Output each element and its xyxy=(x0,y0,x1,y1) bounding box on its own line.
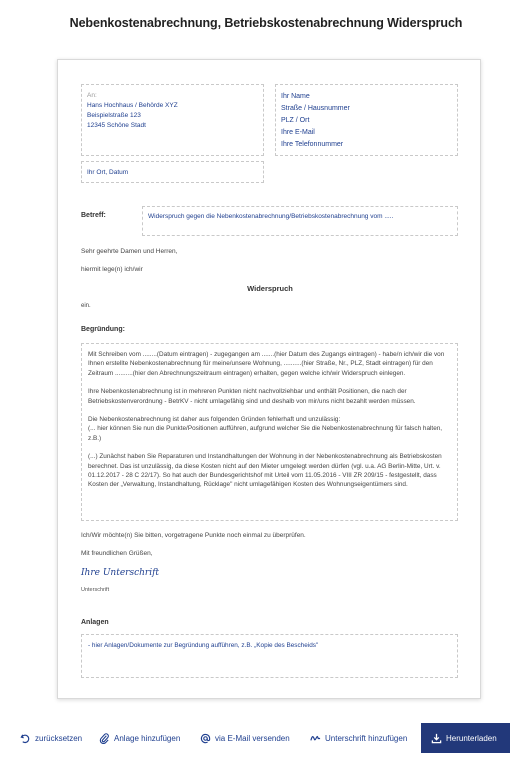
place-date-field[interactable]: Ihr Ort, Datum xyxy=(81,161,264,183)
add-attachment-button[interactable] xyxy=(99,723,180,753)
closing-request-text: Ich/Wir möchte(n) Sie bitten, vorgetragene Punkte noch einmal zu überprüfen. xyxy=(81,532,306,539)
sender-phone: Ihre Telefonnummer xyxy=(281,141,344,148)
recipient-label: An: xyxy=(87,92,97,99)
recipient-line: Beispielstraße 123 xyxy=(87,112,141,119)
letter-sheet xyxy=(57,59,481,699)
sender-name: Ihr Name xyxy=(281,93,310,100)
bottom-toolbar xyxy=(0,723,532,753)
recipient-line: Hans Hochhaus / Behörde XYZ xyxy=(87,102,178,109)
salutation-text: Sehr geehrte Damen und Herren, xyxy=(81,248,178,255)
page-title: Nebenkostenabrechnung, Betriebskostenabrechnung Widerspruch xyxy=(69,16,463,30)
reset-label: zurücksetzen xyxy=(35,733,83,743)
greeting-text: Mit freundlichen Grüßen, xyxy=(81,550,153,557)
ein-text: ein. xyxy=(81,303,91,309)
recipient-line: 12345 Schöne Stadt xyxy=(87,122,146,129)
reason-label: Begründung: xyxy=(81,326,125,333)
add-attachment-label: Anlage hinzufügen xyxy=(114,733,181,743)
attachments-label: Anlagen xyxy=(81,619,109,626)
reason-paragraph: Mit Schreiben vom ........(Datum eintragen) - zugegangen am .......(hier Datum des Zugangs eintragen) - habe/n ich/wir die von Ihnen erstellte Nebenkostenabrechnung für meine/unsere Wohnung, ..........(hier Straße, Nr., PLZ, Stadt eintragen) für den Zeitraum ..........(hier den Abrechnungszeitraum eintragen) erhalten, gegen welche ich/wir Widerspruch einlegen. xyxy=(88,351,445,377)
send-email-button[interactable] xyxy=(200,723,290,753)
download-label: Herunterladen xyxy=(446,733,497,743)
reason-paragraph: Die Nebenkostenabrechnung ist daher aus folgenden Gründen fehlerhaft und unzulässig: (... hier können Sie nun die Punkte/Positionen aufführen, aufgrund welcher Sie die Nebenkostenabrechnung für falsch halten, z.B.) xyxy=(88,416,443,442)
subject-label: Betreff: xyxy=(81,212,106,219)
paperclip-icon xyxy=(99,733,110,744)
sender-city: PLZ / Ort xyxy=(281,117,310,124)
signature-field[interactable]: Ihre Unterschrift xyxy=(81,568,160,578)
send-email-label: via E-Mail versenden xyxy=(215,733,290,743)
reset-button[interactable] xyxy=(20,723,82,753)
intro-text: hiermit lege(n) ich/wir xyxy=(81,266,143,273)
reason-paragraph: Ihre Nebenkostenabrechnung ist in mehreren Punkten nicht nachvollziehbar und enthält Positionen, die nach der Betriebskostenverordnung - BetrKV - nicht umlagefähig sind und deshalb von mir/uns nicht bezahlt werden müssen. xyxy=(88,388,416,405)
sender-email: Ihre E-Mail xyxy=(281,129,315,136)
attachments-field[interactable]: - hier Anlagen/Dokumente zur Begründung aufführen, z.B. „Kopie des Bescheids" xyxy=(81,634,458,678)
undo-icon xyxy=(20,733,31,744)
objection-heading: Widerspruch xyxy=(247,284,293,293)
download-button[interactable] xyxy=(421,723,510,753)
signature-icon xyxy=(310,733,321,744)
at-sign-icon xyxy=(200,733,211,744)
reason-field[interactable] xyxy=(81,343,458,521)
recipient-field[interactable] xyxy=(81,84,264,156)
signature-label: Unterschrift xyxy=(81,587,110,593)
subject-field[interactable]: Widerspruch gegen die Nebenkostenabrechnung/Betriebskostenabrechnung vom ..... xyxy=(142,206,458,236)
reason-paragraph: (...) Zunächst haben Sie Reparaturen und Instandhaltungen der Wohnung in der Nebenkostenabrechnung als Betriebskosten berechnet. Das ist unzulässig, da diese Kosten nicht auf den Mieter umgelegt werden dürfen (vgl. u.a. AG Berlin-Mitte, Urt. v. 01.12.2017 - 28 C 22/17). So hat auch der Bundesgerichtshof mit Urteil vom 11.05.2016 - VIII ZR 209/15 - festgestellt, dass Kosten der „Verwaltung, Instandhaltung, Rücklage" nicht umlagefähigen Kosten des Wohnungseigentümers sind. xyxy=(88,453,442,489)
add-signature-button[interactable] xyxy=(310,723,407,753)
sender-field[interactable] xyxy=(275,84,458,156)
add-signature-label: Unterschrift hinzufügen xyxy=(325,733,408,743)
sender-street: Straße / Hausnummer xyxy=(281,105,350,112)
download-icon xyxy=(431,733,442,744)
